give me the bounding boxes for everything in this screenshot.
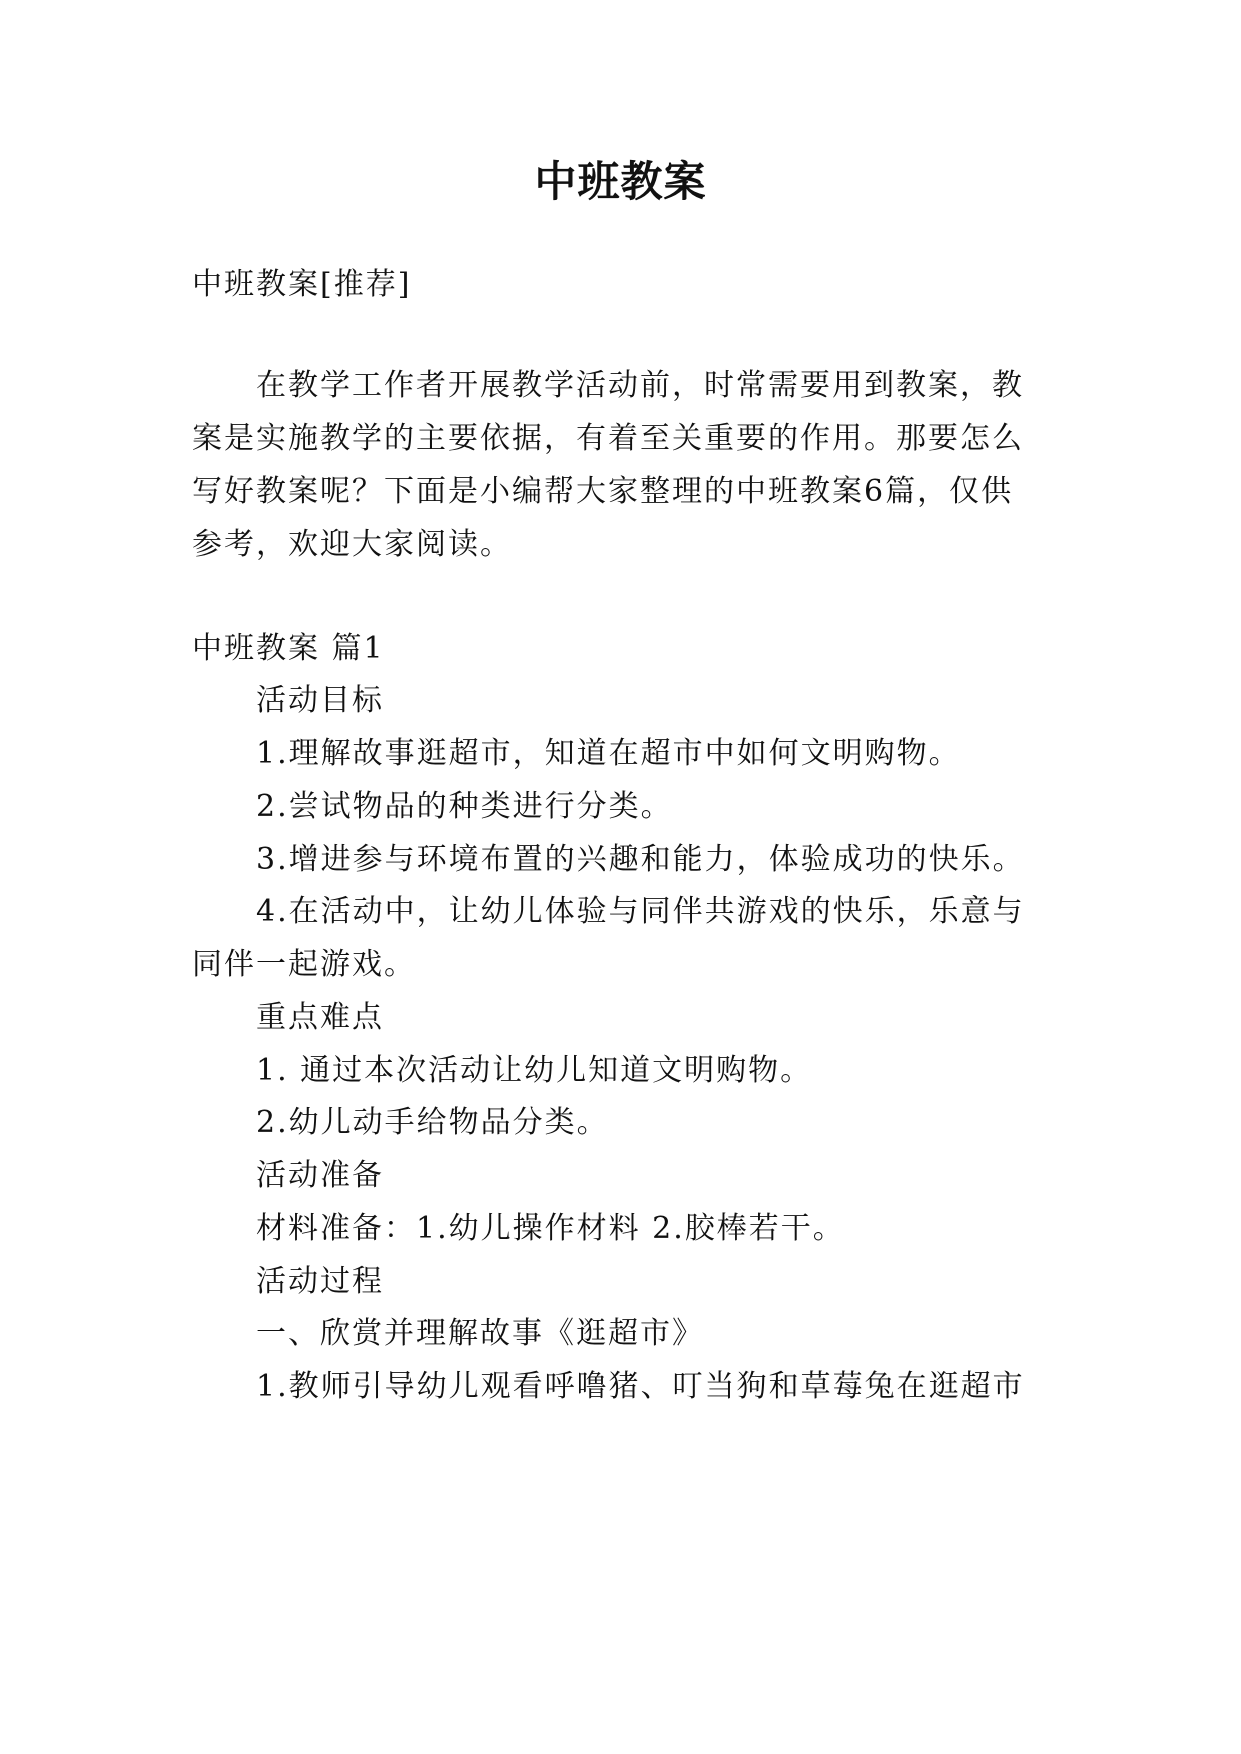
- body-line: 活动过程: [256, 1264, 384, 1299]
- body-line: 同伴一起游戏。: [192, 947, 416, 982]
- body-line: 1.教师引导幼儿观看呼噜猪、叮当狗和草莓兔在逛超市: [256, 1369, 1025, 1404]
- body-line: 活动准备: [256, 1158, 384, 1193]
- body-line: 活动目标: [256, 683, 384, 718]
- intro-line: 在教学工作者开展教学活动前，时常需要用到教案，教: [256, 368, 1024, 403]
- section-heading: 中班教案 篇1: [192, 631, 385, 666]
- body-line: 2.幼儿动手给物品分类。: [256, 1105, 609, 1140]
- body-line: 2.尝试物品的种类进行分类。: [256, 789, 673, 824]
- intro-line: 案是实施教学的主要依据，有着至关重要的作用。那要怎么: [192, 421, 1024, 456]
- body-line: 1.理解故事逛超市，知道在超市中如何文明购物。: [256, 736, 961, 771]
- page-title: 中班教案: [534, 157, 707, 206]
- intro-line: 参考，欢迎大家阅读。: [192, 527, 512, 562]
- body-line: 3.增进参与环境布置的兴趣和能力，体验成功的快乐。: [256, 842, 1025, 877]
- body-line: 1. 通过本次活动让幼儿知道文明购物。: [256, 1053, 813, 1088]
- body-line: 材料准备：1.幼儿操作材料 2.胶棒若干。: [256, 1211, 845, 1246]
- body-line: 重点难点: [256, 1000, 384, 1035]
- body-line: 4.在活动中，让幼儿体验与同伴共游戏的快乐，乐意与: [256, 894, 1025, 929]
- intro-line: 写好教案呢？下面是小编帮大家整理的中班教案6篇，仅供: [192, 474, 1014, 509]
- document-subtitle: 中班教案[推荐]: [192, 267, 412, 302]
- body-line: 一、欣赏并理解故事《逛超市》: [256, 1316, 704, 1351]
